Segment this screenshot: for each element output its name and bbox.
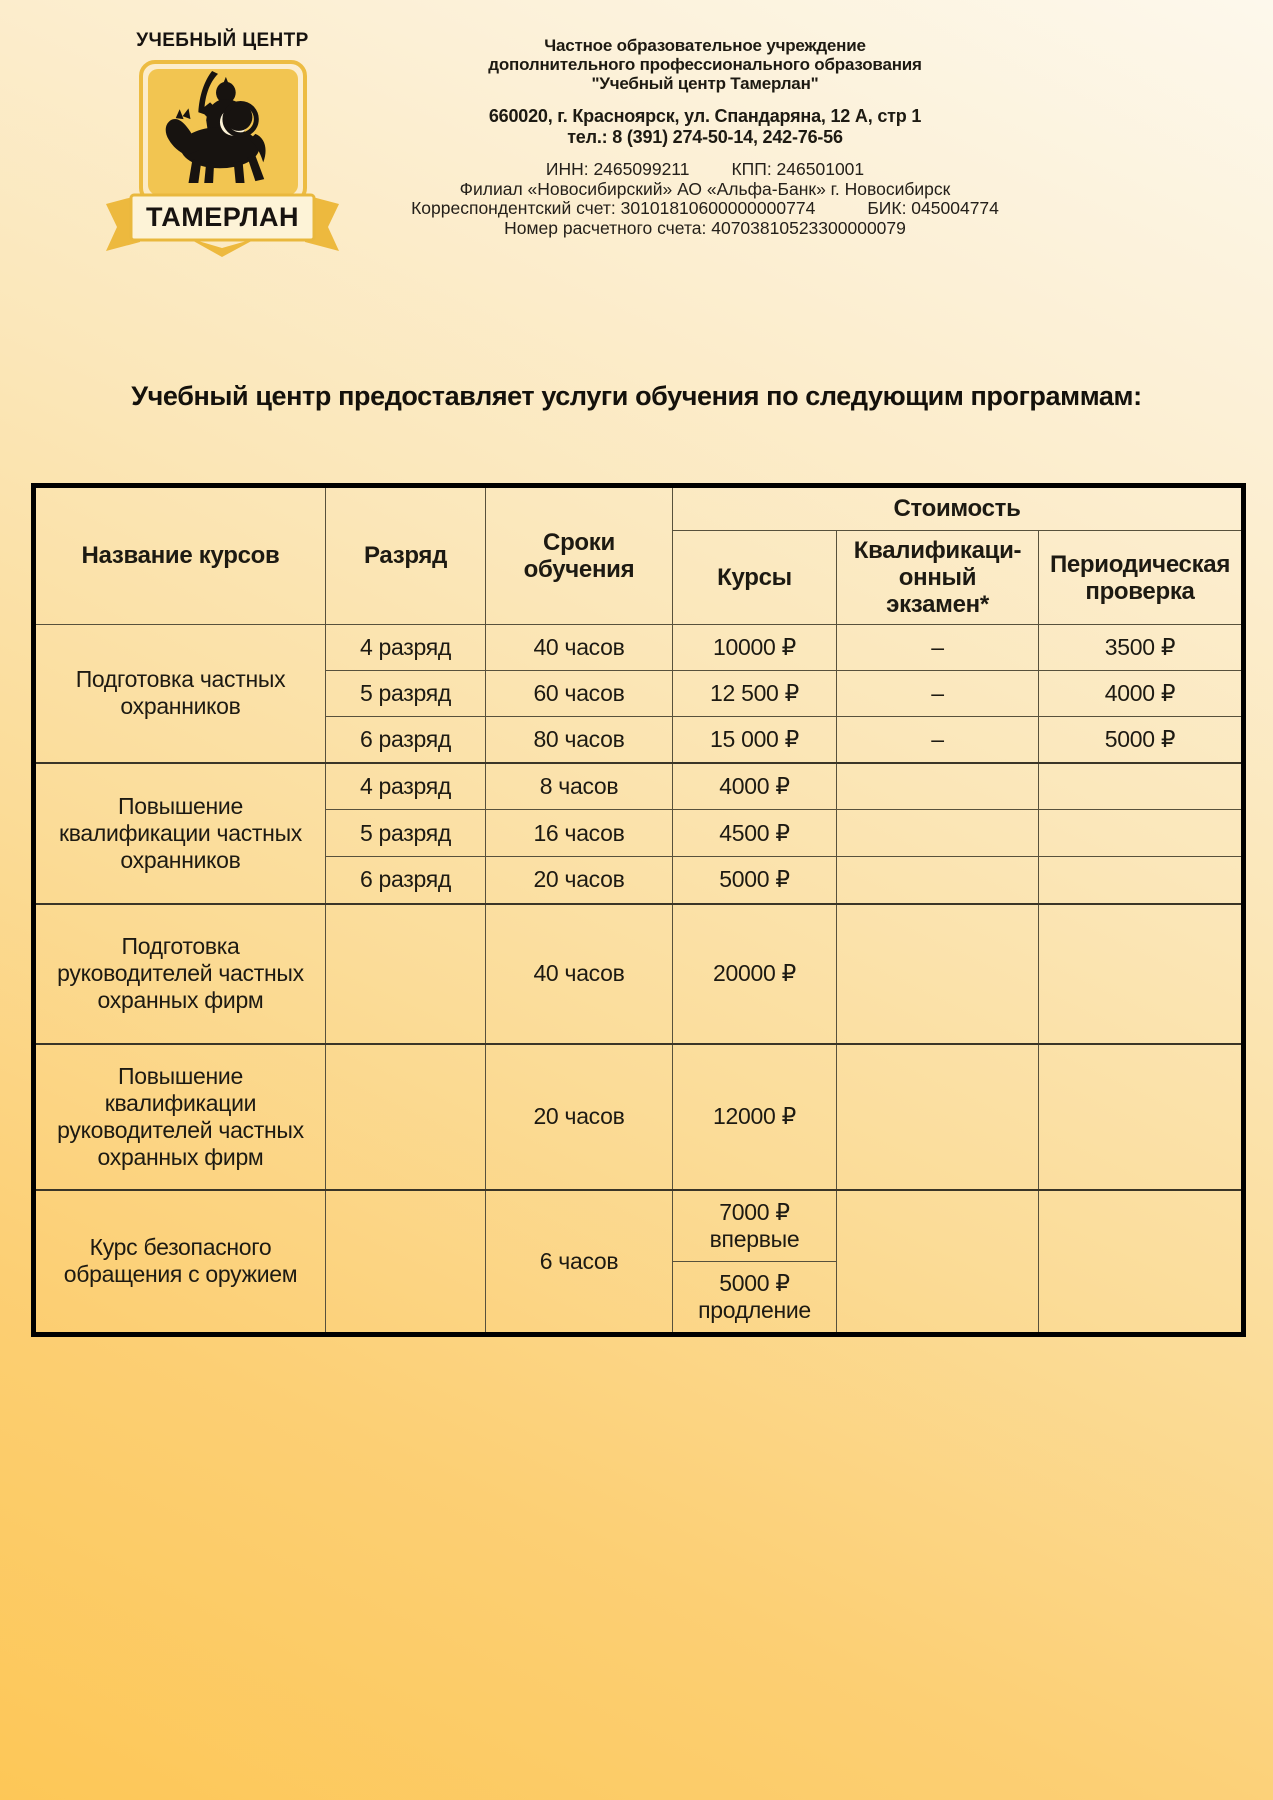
org-address-line: 660020, г. Красноярск, ул. Спандаряна, 12 А, стр 1	[488, 106, 922, 126]
cell-exam-price	[837, 1044, 1039, 1190]
org-inn-kpp-line	[390, 160, 1020, 180]
cell-course-name: Повышение квалификации руководителей частных охранных фирм	[34, 1044, 326, 1190]
cell-course-price: 15 000 ₽	[673, 717, 837, 763]
cell-duration: 16 часов	[486, 810, 673, 857]
cell-grade	[326, 1190, 486, 1335]
table-row	[34, 1044, 1244, 1190]
org-bik: БИК: 045004774	[867, 198, 999, 218]
table-row	[34, 1190, 1244, 1262]
org-name	[390, 36, 1020, 93]
cell-course-price: 4000 ₽	[673, 763, 837, 810]
cell-periodic-price	[1039, 857, 1244, 904]
org-phone-line: тел.: 8 (391) 274-50-14, 242-76-56	[567, 127, 843, 147]
horseman-icon	[148, 69, 288, 185]
org-name-line: "Учебный центр Тамерлан"	[591, 74, 819, 93]
col-header-grade: Разряд	[326, 486, 486, 625]
cell-periodic-price: 3500 ₽	[1039, 625, 1244, 671]
cell-periodic-price	[1039, 904, 1244, 1044]
cell-grade: 5 разряд	[326, 810, 486, 857]
org-settlement-line: Номер расчетного счета: 40703810523300000079	[504, 217, 906, 238]
cell-duration: 20 часов	[486, 857, 673, 904]
cell-duration: 8 часов	[486, 763, 673, 810]
cell-periodic-price: 4000 ₽	[1039, 671, 1244, 717]
cell-course-price: 4500 ₽	[673, 810, 837, 857]
cell-exam-price	[837, 810, 1039, 857]
cell-course-name: Курс безопасного обращения с оружием	[34, 1190, 326, 1335]
cell-course-price: 12000 ₽	[673, 1044, 837, 1190]
cell-exam-price	[837, 763, 1039, 810]
cell-duration: 80 часов	[486, 717, 673, 763]
logo-shield-frame	[139, 60, 307, 204]
table-row	[34, 904, 1244, 1044]
org-corr-account: Корреспондентский счет: 30101810600000000774	[411, 198, 816, 218]
cell-exam-price	[837, 904, 1039, 1044]
cell-course-price-renewal: 5000 ₽ продление	[673, 1262, 837, 1335]
cell-duration: 20 часов	[486, 1044, 673, 1190]
org-name-line: Частное образовательное учреждение	[544, 36, 866, 55]
cell-periodic-price	[1039, 763, 1244, 810]
price-table	[31, 483, 1246, 1337]
cell-periodic-price: 5000 ₽	[1039, 717, 1244, 763]
col-header-periodic: Периодическая проверка	[1039, 531, 1244, 625]
logo-ribbon	[100, 188, 345, 260]
cell-course-price: 10000 ₽	[673, 625, 837, 671]
cell-grade: 6 разряд	[326, 717, 486, 763]
cell-exam-price	[837, 857, 1039, 904]
cell-grade	[326, 1044, 486, 1190]
org-name-line: дополнительного профессионального образования	[488, 55, 922, 74]
org-corr-line	[390, 199, 1020, 219]
cell-exam-price: –	[837, 671, 1039, 717]
cell-course-price: 20000 ₽	[673, 904, 837, 1044]
col-header-courses: Курсы	[673, 531, 837, 625]
cell-periodic-price	[1039, 1044, 1244, 1190]
cell-exam-price: –	[837, 625, 1039, 671]
org-kpp: КПП: 246501001	[731, 159, 865, 179]
cell-grade: 5 разряд	[326, 671, 486, 717]
logo-banner-label: ТАМЕРЛАН	[145, 202, 300, 232]
cell-exam-price: –	[837, 717, 1039, 763]
cell-course-name: Повышение квалификации частных охранников	[34, 763, 326, 904]
col-header-duration: Сроки обучения	[486, 486, 673, 625]
cell-grade	[326, 904, 486, 1044]
table-row	[34, 763, 1244, 810]
org-address	[390, 106, 1020, 148]
logo-top-label: УЧЕБНЫЙ ЦЕНТР	[136, 30, 309, 51]
logo-shield	[148, 69, 298, 195]
cell-exam-price	[837, 1190, 1039, 1335]
cell-course-name: Подготовка руководителей частных охранных фирм	[34, 904, 326, 1044]
cell-duration: 6 часов	[486, 1190, 673, 1335]
col-header-exam: Квалификаци- онный экзамен*	[837, 531, 1039, 625]
col-header-cost: Стоимость	[673, 486, 1244, 531]
table-row	[34, 625, 1244, 671]
cell-grade: 4 разряд	[326, 763, 486, 810]
cell-periodic-price	[1039, 1190, 1244, 1335]
cell-grade: 4 разряд	[326, 625, 486, 671]
col-header-course: Название курсов	[34, 486, 326, 625]
cell-course-price-first: 7000 ₽ впервые	[673, 1190, 837, 1262]
cell-periodic-price	[1039, 810, 1244, 857]
price-table-container	[31, 483, 1246, 1337]
logo	[100, 30, 345, 260]
org-inn: ИНН: 2465099211	[545, 159, 690, 179]
org-bank-line: Филиал «Новосибирский» АО «Альфа-Банк» г. Новосибирск	[459, 178, 951, 199]
cell-course-price: 12 500 ₽	[673, 671, 837, 717]
page-title: Учебный центр предоставляет услуги обучения по следующим программам:	[131, 381, 1142, 411]
org-info	[390, 36, 1020, 238]
org-requisites	[390, 160, 1020, 238]
cell-grade: 6 разряд	[326, 857, 486, 904]
cell-duration: 40 часов	[486, 625, 673, 671]
cell-course-name: Подготовка частных охранников	[34, 625, 326, 763]
cell-course-price: 5000 ₽	[673, 857, 837, 904]
cell-duration: 40 часов	[486, 904, 673, 1044]
cell-duration: 60 часов	[486, 671, 673, 717]
